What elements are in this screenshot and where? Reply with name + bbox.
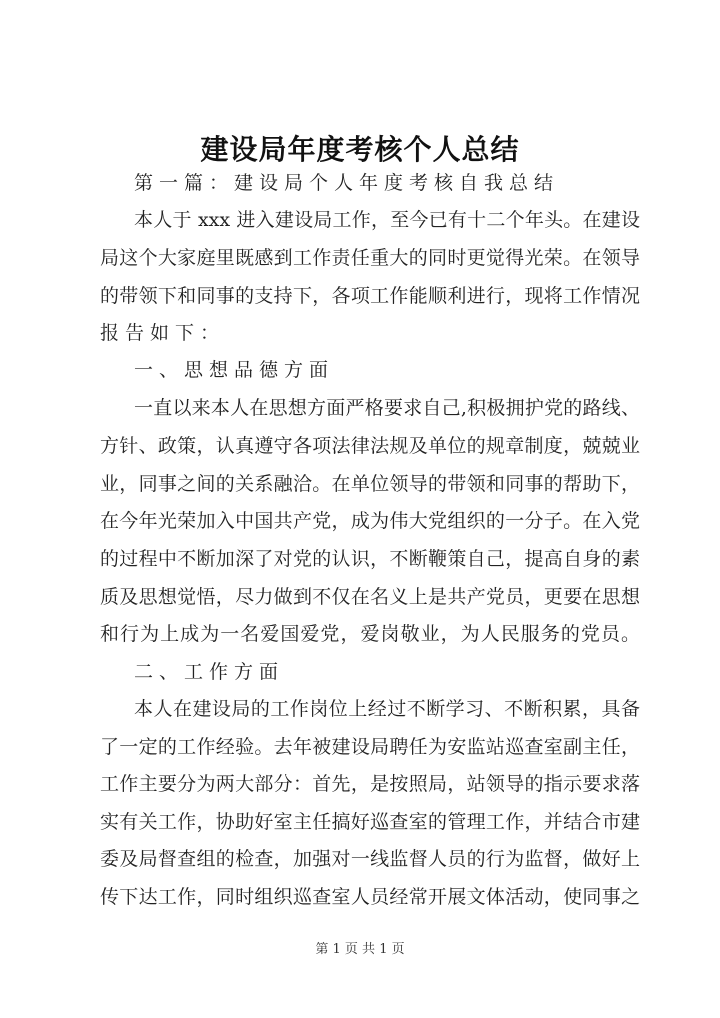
paragraph-line: 局这个大家庭里既感到工作责任重大的同时更觉得光荣。在领导 (100, 247, 640, 269)
paragraph-line: 了一定的工作经验。去年被建设局聘任为安监站巡查室副主任， (100, 736, 640, 758)
paragraph-line: 传下达工作，同时组织巡查室人员经常开展文体活动，使同事之 (100, 886, 640, 908)
paragraph-line: 和行为上成为一名爱国爱党，爱岗敬业，为人民服务的党员。 (100, 623, 640, 645)
paragraph-line: 方针、政策，认真遵守各项法律法规及单位的规章制度，兢兢业 (100, 435, 640, 457)
paragraph-line: 业，同事之间的关系融洽。在单位领导的带领和同事的帮助下， (100, 473, 640, 495)
paragraph-line: 工作主要分为两大部分：首先，是按照局，站领导的指示要求落 (100, 773, 640, 795)
page-footer: 第 1 页 共 1 页 (315, 942, 405, 957)
paragraph-line: 的带领下和同事的支持下，各项工作能顺利进行，现将工作情况 (100, 285, 640, 307)
section-heading: 一、思想品德方面 (134, 359, 335, 381)
paragraph-line: 在今年光荣加入中国共产党，成为伟大党组织的一分子。在入党 (100, 510, 640, 532)
paragraph-line: 本人于 xxx 进入建设局工作，至今已有十二个年头。在建设 (134, 209, 640, 231)
section-subtitle: 第一篇：建设局个人年度考核自我总结 (134, 172, 560, 194)
paragraph-line: 本人在建设局的工作岗位上经过不断学习、不断积累，具备 (134, 698, 640, 720)
document-title: 建设局年度考核个人总结 (200, 133, 520, 166)
paragraph-line: 实有关工作，协助好室主任搞好巡查室的管理工作，并结合市建 (100, 811, 640, 833)
paragraph-line: 报告如下： (100, 322, 226, 344)
paragraph-line: 质及思想觉悟，尽力做到不仅在名义上是共产党员，更要在思想 (100, 586, 640, 608)
paragraph-line: 委及局督查组的检查，加强对一线监督人员的行为监督，做好上 (100, 848, 640, 870)
section-heading: 二、工作方面 (134, 661, 285, 683)
paragraph-line: 一直以来本人在思想方面严格要求自己,积极拥护党的路线、 (134, 397, 640, 419)
paragraph-line: 的过程中不断加深了对党的认识，不断鞭策自己，提高自身的素 (100, 548, 640, 570)
